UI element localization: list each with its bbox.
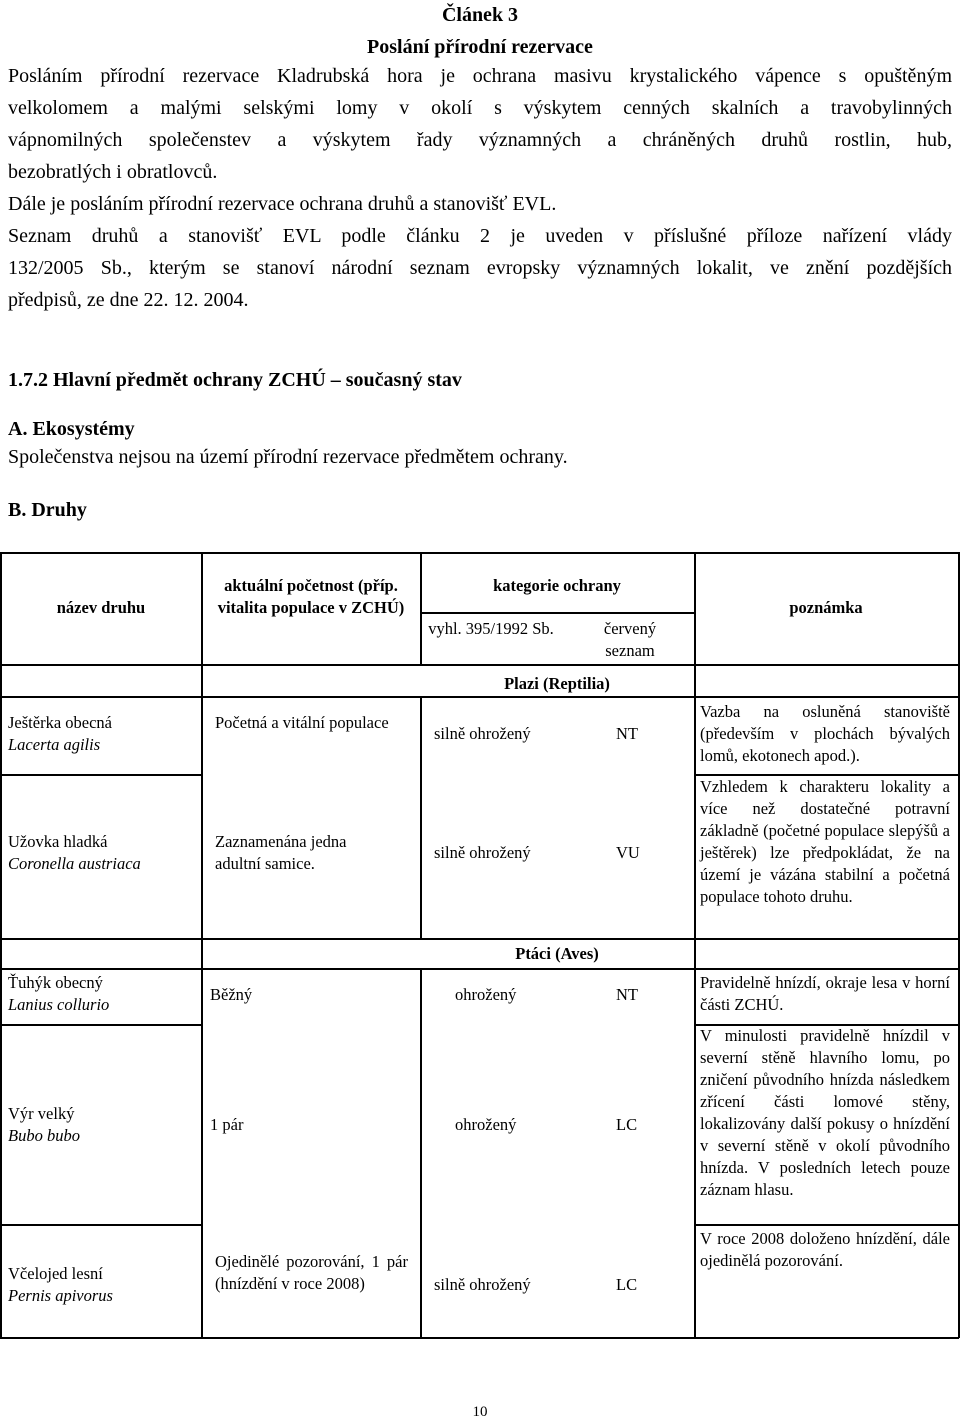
table-row	[8, 1103, 198, 1147]
note-cell: Vazba na osluněná stanoviště (především v plochách bývalých lomů, ekotonech apod.).	[700, 702, 950, 765]
paragraph-line: bezobratlých i obratlovců.	[8, 161, 218, 183]
paragraph-line: Posláním přírodní rezervace Kladrubská hora je ochrana masivu krystalického vápence s opuštěným	[8, 65, 952, 87]
species-latin-name: Pernis apivorus	[8, 1286, 113, 1305]
evl-list-paragraph	[8, 220, 952, 316]
table-border	[958, 552, 960, 1338]
note-cell: Vzhledem k charakteru lokality a více než dostatečné potravní základně (početné populace slepýšů a ještěrek) lze předpokládat, že na území je vázána stabilní a početná populace tohoto druhu.	[700, 777, 950, 906]
vyhl-cell: silně ohrožený	[434, 1275, 531, 1294]
abundance-cell: Zaznamenána jedna adultní samice.	[215, 832, 347, 873]
article-title: Poslání přírodní rezervace	[367, 36, 593, 58]
row-divider	[0, 774, 202, 776]
mission-paragraph	[8, 60, 952, 188]
header-vyhl: vyhl. 395/1992 Sb.	[428, 619, 554, 638]
species-heading: B. Druhy	[8, 499, 87, 521]
table-border	[0, 552, 959, 554]
species-latin-name: Lacerta agilis	[8, 735, 101, 754]
page-number: 10	[472, 1404, 488, 1420]
species-name: Výr velký	[8, 1104, 75, 1123]
species-latin-name: Coronella austriaca	[8, 854, 141, 873]
row-divider	[0, 968, 959, 970]
row-divider	[0, 1024, 202, 1026]
section-heading: 1.7.2 Hlavní předmět ochrany ZCHÚ – současný stav	[8, 369, 462, 391]
header-divider	[420, 612, 695, 614]
ecosystems-heading: A. Ekosystémy	[8, 418, 135, 440]
note-cell: V roce 2008 doloženo hnízdění, dále ojedinělá pozorování.	[700, 1229, 950, 1270]
evl-paragraph	[8, 188, 952, 220]
ecosystems-text: Společenstva nejsou na území přírodní rezervace předmětem ochrany.	[8, 446, 568, 468]
header-category: kategorie ochrany	[493, 576, 621, 595]
vyhl-cell: silně ohrožený	[434, 843, 531, 862]
species-name: Ještěrka obecná	[8, 713, 112, 732]
red-list-cell: LC	[616, 1115, 638, 1134]
header-divider	[0, 664, 959, 666]
header-abundance: aktuální početnost (příp. vitalita populace v ZCHÚ)	[217, 576, 405, 617]
table-border	[0, 552, 2, 1338]
table-border	[0, 1337, 959, 1339]
row-divider	[0, 938, 959, 940]
table-row	[8, 1263, 198, 1307]
article-number: Článek 3	[441, 4, 519, 26]
species-name: Užovka hladká	[8, 832, 108, 851]
column-divider	[420, 968, 422, 1338]
vyhl-cell: ohrožený	[455, 985, 517, 1004]
table-row	[8, 712, 198, 756]
species-name: Ťuhýk obecný	[8, 973, 103, 992]
paragraph-line: Dále je posláním přírodní rezervace ochrana druhů a stanovišť EVL.	[8, 193, 557, 215]
header-name: název druhu	[56, 598, 146, 617]
red-list-cell: NT	[616, 724, 638, 743]
abundance-cell: Ojedinělé pozorování, 1 pár (hnízdění v roce 2008)	[215, 1252, 408, 1293]
abundance-cell: Početná a vitální populace	[215, 713, 389, 732]
group-aves: Ptáci (Aves)	[515, 944, 599, 963]
row-divider	[694, 1224, 959, 1226]
header-red-list: červený seznam	[603, 619, 657, 660]
paragraph-line: vápnomilných společenstev a výskytem řady významných a chráněných druhů rostlin, hub,	[8, 129, 952, 151]
species-latin-name: Lanius collurio	[8, 995, 110, 1014]
table-row	[8, 972, 198, 1016]
paragraph-line: předpisů, ze dne 22. 12. 2004.	[8, 289, 249, 311]
group-reptilia: Plazi (Reptilia)	[504, 674, 610, 693]
vyhl-cell: ohrožený	[455, 1115, 517, 1134]
column-divider	[420, 552, 422, 664]
species-name: Včelojed lesní	[8, 1264, 103, 1283]
note-cell: V minulosti pravidelně hnízdil v severní stěně hlavního lomu, po zničení původního hnízda následkem zřícení části lomové stěny, lokalizovány další pokusy o hnízdění v severní stěně v okolí původního hnízda. V posledních letech pouze záznam hlasu.	[700, 1026, 950, 1199]
vyhl-cell: silně ohrožený	[434, 724, 531, 743]
red-list-cell: LC	[616, 1275, 638, 1294]
paragraph-line: velkolomem a malými selskými lomy v okolí s výskytem cenných skalních a travobylinných	[8, 97, 952, 119]
note-cell: Pravidelně hnízdí, okraje lesa v horní části ZCHÚ.	[700, 973, 950, 1014]
paragraph-line: 132/2005 Sb., kterým se stanoví národní seznam evropsky významných lokalit, ve znění pozdějších	[8, 257, 952, 279]
paragraph-line: Seznam druhů a stanovišť EVL podle článku 2 je uveden v příslušné příloze nařízení vlády	[8, 225, 952, 247]
abundance-cell: Běžný	[210, 985, 253, 1004]
abundance-cell: 1 pár	[210, 1115, 244, 1134]
row-divider	[0, 1224, 202, 1226]
red-list-cell: VU	[616, 843, 640, 862]
red-list-cell: NT	[616, 985, 638, 1004]
column-divider	[694, 552, 696, 1338]
column-divider	[201, 552, 203, 1338]
column-divider	[420, 696, 422, 938]
species-latin-name: Bubo bubo	[8, 1126, 80, 1145]
group-divider	[0, 696, 959, 698]
table-row	[8, 831, 198, 875]
header-note: poznámka	[789, 598, 863, 617]
